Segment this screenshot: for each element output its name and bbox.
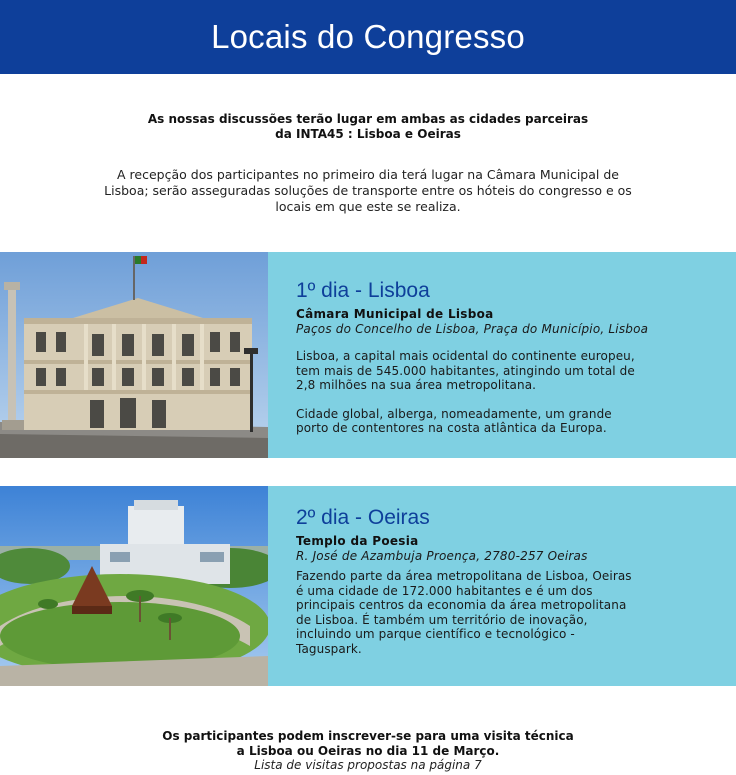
day1-section — [0, 252, 736, 458]
day2-line1: Fazendo parte da área metropolitana de Lisboa, Oeiras — [296, 569, 632, 583]
intro-block — [60, 112, 676, 215]
footer-block — [100, 729, 636, 773]
day1-p1-line2: tem mais de 545.000 habitantes, atingindo um total de — [296, 363, 635, 378]
intro-headline-line1: As nossas discussões terão lugar em ambas as cidades parceiras — [147, 112, 589, 126]
day2-address: R. José de Azambuja Proença, 2780-257 Oeiras — [296, 549, 588, 563]
templo-da-poesia-photo — [0, 486, 268, 686]
day1-p2-line2: porto de contentores na costa atlântica da Europa. — [296, 421, 607, 435]
day1-p1-line1: Lisboa, a capital mais ocidental do continente europeu, — [296, 349, 635, 363]
day2-line5: incluindo um parque científico e tecnológico - — [296, 627, 575, 641]
city-hall-image — [0, 252, 268, 458]
day1-address: Paços do Concelho de Lisboa, Praça do Município, Lisboa — [296, 322, 649, 336]
page-title: Locais do Congresso — [211, 18, 525, 55]
templo-image — [0, 486, 268, 686]
day1-venue: Câmara Municipal de Lisboa — [296, 307, 494, 321]
footer-line2: a Lisboa ou Oeiras no dia 11 de Março. — [236, 743, 500, 758]
day1-title: 1º dia - Lisboa — [296, 279, 430, 302]
day1-p1-line3: 2,8 milhões na sua área metropolitana. — [296, 378, 537, 392]
footer-line1: Os participantes podem inscrever-se para uma visita técnica — [162, 729, 574, 743]
intro-body-line3: locais em que este se realiza. — [275, 199, 461, 214]
day2-section — [0, 486, 736, 686]
day2-description — [296, 569, 726, 656]
day2-title: 2º dia - Oeiras — [296, 506, 430, 529]
day1-description — [296, 349, 726, 436]
day2-venue: Templo da Poesia — [296, 534, 419, 548]
intro-body-line2: Lisboa; serão asseguradas soluções de transporte entre os hóteis do congresso e os — [104, 183, 632, 198]
day2-line4: de Lisboa. É também um território de inovação, — [296, 612, 588, 627]
intro-body — [60, 167, 676, 215]
lisbon-city-hall-photo — [0, 252, 268, 458]
day2-line6: Taguspark. — [296, 641, 362, 656]
footer-note: Lista de visitas propostas na página 7 — [254, 758, 482, 772]
page-header — [0, 0, 736, 74]
intro-headline-line2: da INTA45 : Lisboa e Oeiras — [275, 127, 461, 141]
day2-line2: é uma cidade de 172.000 habitantes e é um dos — [296, 583, 593, 598]
day2-line3: principais centros da economia da área metropolitana — [296, 598, 627, 612]
day1-info — [296, 252, 726, 436]
day1-p2-line1: Cidade global, alberga, nomeadamente, um grande — [296, 406, 612, 421]
day2-info — [296, 486, 726, 656]
intro-body-line1: A recepção dos participantes no primeiro dia terá lugar na Câmara Municipal de — [117, 167, 619, 182]
